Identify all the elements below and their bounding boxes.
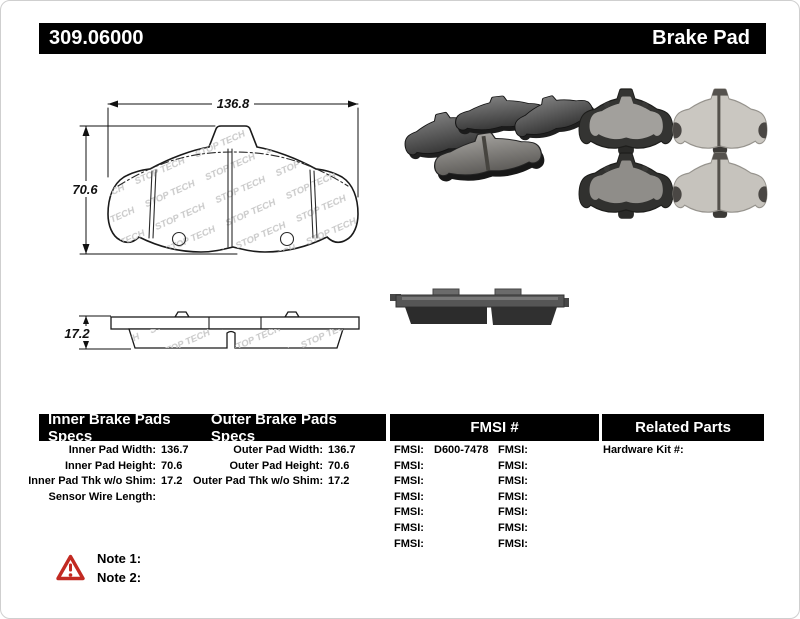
spec-value: 17.2 [161, 475, 183, 488]
spec-label: Outer Pad Height: [229, 459, 323, 472]
width-dimension-label: 136.8 [216, 96, 250, 111]
photo-flat-pad-back-2 [579, 153, 673, 219]
fmsi-label: FMSI: [498, 506, 528, 519]
notes-block [97, 549, 141, 587]
spec-label: Inner Pad Width: [68, 444, 156, 456]
inner-specs-list [26, 443, 189, 505]
fmsi-label: FMSI: [394, 490, 424, 503]
spec-label: Inner Pad Thk w/o Shim: [28, 475, 156, 488]
height-dimension-label: 70.6 [72, 182, 98, 197]
spec-value: 136.7 [161, 444, 189, 456]
fmsi-value [434, 474, 488, 490]
spec-value: 70.6 [161, 459, 183, 472]
pads-specs-header-bar [39, 410, 386, 445]
spec-value: 17.2 [328, 475, 350, 488]
fmsi-label: FMSI: [394, 521, 424, 534]
related-parts-list [603, 443, 684, 459]
technical-drawing-and-photos [1, 61, 800, 401]
fmsi-value: D600-7478 [434, 444, 489, 456]
fmsi-label: FMSI: [394, 475, 424, 488]
spec-label: Sensor Wire Length: [48, 490, 156, 503]
fmsi-value [434, 537, 488, 553]
product-type-title: Brake Pad [652, 27, 750, 49]
fmsi-label: FMSI: [498, 459, 528, 472]
fmsi-label: FMSI: [498, 475, 528, 488]
fmsi-label: FMSI: [394, 537, 424, 550]
photo-flat-pad-friction-1 [669, 88, 771, 154]
warning-icon [56, 554, 85, 581]
fmsi-value [434, 490, 488, 506]
note-1: Note 1: [97, 551, 142, 566]
spec-label: Outer Pad Width: [233, 444, 323, 456]
photo-flat-pad-friction-2 [669, 152, 771, 218]
fmsi-label: FMSI: [498, 537, 528, 550]
note-2: Note 2: [97, 570, 142, 585]
spec-value: 70.6 [328, 459, 350, 472]
part-number: 309.06000 [49, 27, 144, 49]
outer-specs-list [193, 443, 356, 490]
side-view-drawing [59, 312, 359, 349]
spec-label: Outer Pad Thk w/o Shim: [193, 475, 324, 488]
inner-specs-title: Inner Brake Pads Specs [48, 410, 171, 445]
fmsi-right-column [498, 443, 538, 552]
spec-value: 136.7 [328, 444, 356, 456]
fmsi-label: FMSI: [498, 444, 528, 456]
thickness-dimension-label: 17.2 [64, 326, 90, 341]
photo-flat-pad-back-1 [579, 89, 673, 155]
photo-pads-angled [400, 85, 598, 185]
photo-pads-flat [579, 88, 771, 219]
fmsi-label: FMSI: [498, 490, 528, 503]
photo-pad-profile [390, 289, 569, 325]
spec-value [161, 490, 189, 506]
fmsi-header-bar [390, 414, 599, 441]
front-view-drawing [63, 96, 364, 260]
fmsi-left-column [394, 443, 488, 552]
related-parts-header-bar [602, 414, 764, 441]
header-bar [39, 23, 766, 54]
related-part-label: Hardware Kit #: [603, 444, 684, 456]
related-parts-title: Related Parts [635, 419, 731, 436]
fmsi-title: FMSI # [470, 419, 519, 436]
fmsi-label: FMSI: [394, 444, 424, 456]
fmsi-value [434, 505, 488, 521]
fmsi-label: FMSI: [498, 521, 528, 534]
fmsi-label: FMSI: [394, 459, 424, 472]
fmsi-value [434, 521, 488, 537]
fmsi-value [434, 459, 488, 475]
fmsi-label: FMSI: [394, 506, 424, 519]
spec-label: Inner Pad Height: [64, 459, 156, 472]
outer-specs-title: Outer Brake Pads Specs [210, 410, 337, 445]
